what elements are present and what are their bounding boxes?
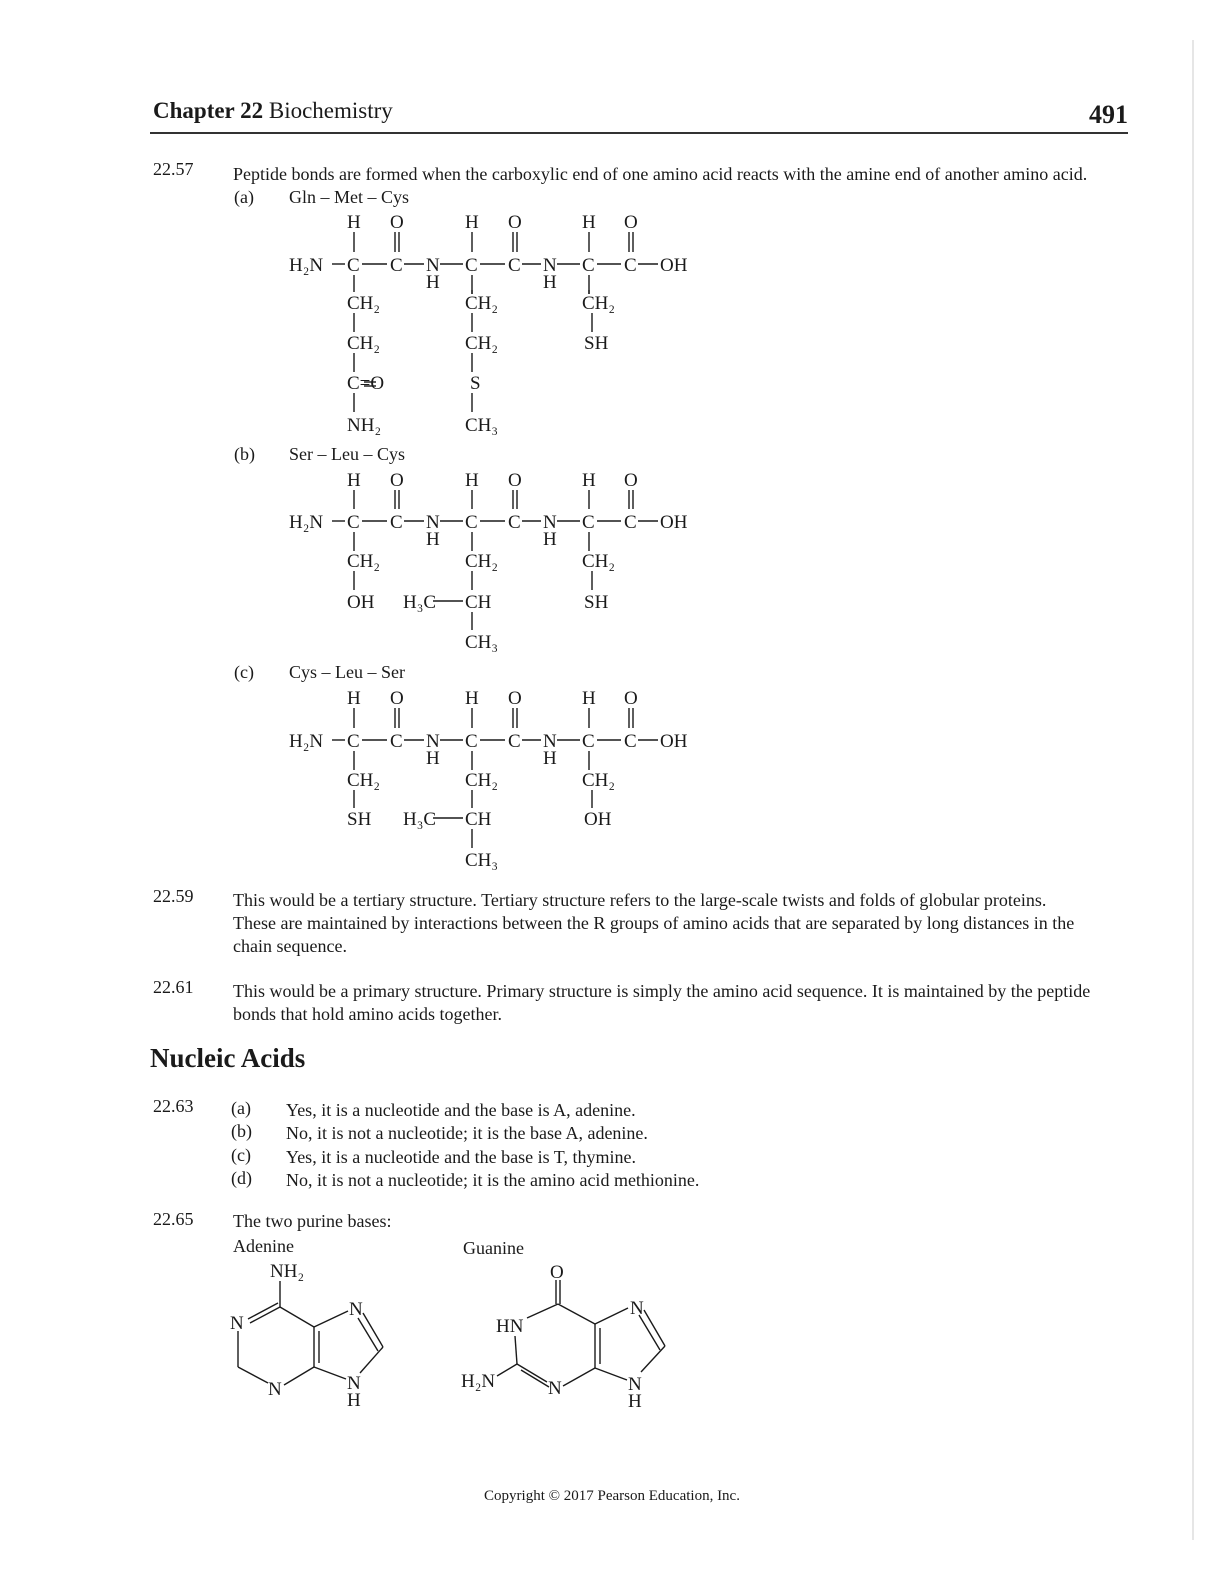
atom: H₂N <box>289 731 324 752</box>
atom: C <box>624 731 637 752</box>
atom: CH₂ <box>582 293 616 314</box>
atom: CH₃ <box>465 415 499 436</box>
atom: H <box>582 470 596 491</box>
atom: H <box>426 748 440 769</box>
atom: C <box>390 512 403 533</box>
atom: O <box>624 470 638 491</box>
problem-61-line-1: This would be a primary structure. Primary structure is simply the amino acid sequence. It is maintained by the peptide <box>233 981 1091 1001</box>
atom: C <box>508 255 521 276</box>
atom: C <box>624 255 637 276</box>
atom: N <box>349 1299 363 1320</box>
atom: C <box>390 731 403 752</box>
atom: H <box>347 212 361 233</box>
item-d-label: (d) <box>231 1168 252 1188</box>
atom: H <box>582 212 596 233</box>
tripeptide-b <box>289 470 688 653</box>
atom: C <box>465 512 478 533</box>
atom: C <box>465 255 478 276</box>
atom: N <box>548 1378 562 1399</box>
atom: O <box>550 1262 564 1283</box>
atom: SH <box>347 809 372 830</box>
atom: C=O <box>347 373 385 394</box>
atom: OH <box>584 809 612 830</box>
part-c-label: (c) <box>234 662 254 682</box>
atom: H <box>426 529 440 550</box>
part-c-title: Cys – Leu – Ser <box>289 662 405 682</box>
atom: OH <box>660 512 688 533</box>
atom: NH₂ <box>270 1261 305 1282</box>
atom: H <box>582 688 596 709</box>
atom: N <box>426 512 440 533</box>
item-a-label: (a) <box>231 1098 251 1118</box>
atom: CH₂ <box>465 770 499 791</box>
problem-59-line-3: chain sequence. <box>233 936 347 956</box>
atom: HN <box>496 1316 524 1337</box>
tripeptide-a <box>289 212 688 436</box>
atom: N <box>543 255 557 276</box>
item-d-text: No, it is not a nucleotide; it is the amino acid methionine. <box>286 1170 700 1190</box>
atom: C <box>624 512 637 533</box>
atom: OH <box>347 592 375 613</box>
atom: H₃C <box>403 592 437 613</box>
atom: N <box>543 512 557 533</box>
item-c-text: Yes, it is a nucleotide and the base is T, thymine. <box>286 1147 636 1167</box>
atom: O <box>508 688 522 709</box>
atom: N <box>543 731 557 752</box>
atom: S <box>470 373 481 394</box>
atom: H <box>347 688 361 709</box>
atom: C <box>347 255 360 276</box>
problem-number-61: 22.61 <box>153 977 194 997</box>
atom: N <box>628 1374 642 1395</box>
atom: H <box>347 1390 361 1411</box>
atom: C <box>347 512 360 533</box>
atom: CH₂ <box>582 551 616 572</box>
tripeptide-c <box>289 688 688 871</box>
atom: C <box>390 255 403 276</box>
atom: O <box>508 212 522 233</box>
chapter-number: Chapter 22 <box>153 98 264 123</box>
atom: OH <box>660 731 688 752</box>
atom: O <box>390 688 404 709</box>
atom: H₂N <box>289 255 324 276</box>
item-b-label: (b) <box>231 1121 252 1141</box>
atom: N <box>230 1313 244 1334</box>
atom: H <box>426 272 440 293</box>
atom: C <box>347 731 360 752</box>
problem-number-63: 22.63 <box>153 1096 194 1116</box>
problem-61-line-2: bonds that hold amino acids together. <box>233 1004 502 1024</box>
atom: CH <box>465 592 492 613</box>
item-a-text: Yes, it is a nucleotide and the base is A, adenine. <box>286 1100 636 1120</box>
atom: CH₂ <box>347 770 381 791</box>
guanine-label: Guanine <box>463 1238 524 1258</box>
page-number: 491 <box>1089 100 1128 129</box>
part-a-title: Gln – Met – Cys <box>289 187 410 207</box>
atom: CH₂ <box>347 551 381 572</box>
atom: H₃C <box>403 809 437 830</box>
atom: SH <box>584 333 609 354</box>
purine-intro: The two purine bases: <box>233 1211 392 1231</box>
atom: O <box>390 212 404 233</box>
atom: C <box>465 731 478 752</box>
atom: N <box>426 731 440 752</box>
problem-number-57: 22.57 <box>153 159 194 179</box>
atom: C <box>582 255 595 276</box>
atom: H₂N <box>461 1371 496 1392</box>
atom: H <box>543 748 557 769</box>
atom: CH <box>465 809 492 830</box>
adenine-structure <box>220 1255 400 1415</box>
atom: N <box>630 1298 644 1319</box>
atom: CH₂ <box>465 293 499 314</box>
atom: H <box>543 529 557 550</box>
problem-number-59: 22.59 <box>153 886 194 906</box>
part-b-label: (b) <box>234 444 255 464</box>
atom: N <box>426 255 440 276</box>
atom: C <box>508 512 521 533</box>
atom: C <box>508 731 521 752</box>
atom: O <box>624 688 638 709</box>
problem-59-line-2: These are maintained by interactions between the R groups of amino acids that are separated by long distances in the <box>233 913 1075 933</box>
atom: O <box>390 470 404 491</box>
atom: CH₂ <box>582 770 616 791</box>
atom: CH₂ <box>347 293 381 314</box>
atom: CH₂ <box>465 333 499 354</box>
atom: CH₂ <box>347 333 381 354</box>
atom: O <box>508 470 522 491</box>
atom: OH <box>660 255 688 276</box>
atom: C <box>582 512 595 533</box>
peptide-bonds <box>332 232 658 848</box>
atom: CH₂ <box>465 551 499 572</box>
atom: O <box>624 212 638 233</box>
guanine-structure <box>455 1258 685 1418</box>
section-heading: Nucleic Acids <box>150 1043 306 1073</box>
atom: H <box>543 272 557 293</box>
chapter-subject: Biochemistry <box>268 98 393 123</box>
atom: NH₂ <box>347 415 382 436</box>
atom: SH <box>584 592 609 613</box>
atom: H <box>465 688 479 709</box>
atom: H <box>465 212 479 233</box>
problem-57-text: Peptide bonds are formed when the carboxylic end of one amino acid reacts with the amine end of another amino acid. <box>233 164 1088 184</box>
atom: H₂N <box>289 512 324 533</box>
part-b-title: Ser – Leu – Cys <box>289 444 405 464</box>
atom: CH₃ <box>465 850 499 871</box>
copyright-footer: Copyright © 2017 Pearson Education, Inc. <box>484 1488 740 1504</box>
item-b-text: No, it is not a nucleotide; it is the base A, adenine. <box>286 1123 648 1143</box>
problem-59-line-1: This would be a tertiary structure. Tertiary structure refers to the large-scale twists and folds of globular proteins. <box>233 890 1047 910</box>
adenine-label: Adenine <box>233 1236 294 1256</box>
atom: H <box>465 470 479 491</box>
atom: N <box>268 1379 282 1400</box>
item-c-label: (c) <box>231 1145 251 1165</box>
atom: H <box>347 470 361 491</box>
problem-number-65: 22.65 <box>153 1209 194 1229</box>
atom: H <box>628 1391 642 1412</box>
atom: C <box>582 731 595 752</box>
part-a-label: (a) <box>234 187 254 207</box>
atom: N <box>347 1373 361 1394</box>
atom: CH₃ <box>465 632 499 653</box>
